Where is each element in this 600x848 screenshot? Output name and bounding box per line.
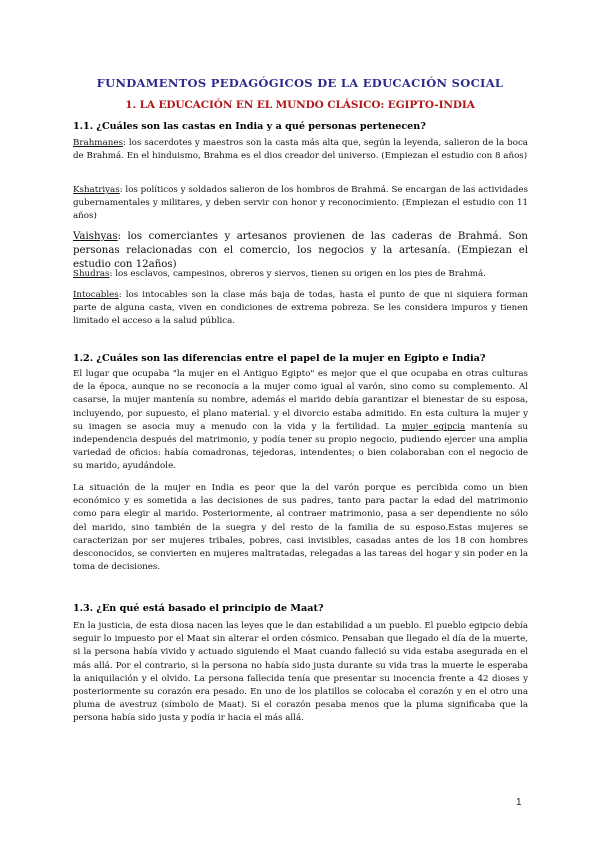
caste-description: : los esclavos, campesinos, obreros y siervos, tienen su origen en los pies de Brahmá. [109,269,486,279]
caste-vaishyas [73,230,528,272]
question-1-2-heading: 1.2. ¿Cuáles son las diferencias entre el papel de la mujer en Egipto e India? [73,353,486,364]
caste-shudras [73,268,528,281]
caste-description: : los políticos y soldados salieron de los hombros de Brahmá. Se encargan de las actividades gubernamentales y militares, y deben servir con honor y reconocimiento. (Empiezan el estudio con 11 años) [73,185,528,222]
question-1-3-heading: 1.3. ¿En qué está basado el principio de Maat? [73,603,324,614]
document-title: FUNDAMENTOS PEDAGÓGICOS DE LA EDUCACIÓN SOCIAL [96,76,504,90]
egypt-women-paragraph [73,368,528,474]
india-women-paragraph: La situación de la mujer en India es peor que la del varón porque es percibida como un bien económico y es sometida a las decisiones de sus padres, tanto para pactar la edad del matrimonio como para elegir al marido. Posteriormente, al contraer matrimonio, pasa a ser dependiente no sólo del marido, sino también de la suegra y del resto de la familia de su esposo.Estas mujeres se caracterizan por ser mujeres tribales, pobres, casi invisibles, casadas antes de los 18 con hombres desconocidos, se convierten en mujeres maltratadas, relegadas a las tareas del hogar y sin poder en la toma de decisiones. [73,483,528,573]
caste-description: : los comerciantes y artesanos provienen de las caderas de Brahmá. Son personas relacionadas con el comercio, los negocios y la artesanía. (Empiezan el estudio con 12años) [73,231,528,270]
caste-kshatriyas [73,184,528,224]
egyptian-woman-term: mujer egipcia [401,421,466,432]
caste-term: Shudras [73,269,110,279]
maat-paragraph: En la justicia, de esta diosa nacen las leyes que le dan estabilidad a un pueblo. El pueblo egipcio debía seguir lo impuesto por el Maat sin alterar el orden cósmico. Pensaban que llegado el día de la muerte, si la persona había vivido y actuado siguiendo el Maat cuando falleció su vida estaba asegurada en el más allá. Por el contrario, si la persona no había sido justa durante su vida tras la muerte le esperaba la aniquilación y el olvido. La persona fallecida tenía que presentar su inocencia frente a 42 dioses y posteriormente su corazón era pesado. En uno de los platillos se colocaba el corazón y en el otro una pluma de avestruz (símbolo de Maat). Si el corazón pesaba menos que la pluma significaba que la persona había sido justa y podía ir hacia el más allá. [73,621,528,724]
caste-term: Intocables [73,290,119,300]
caste-term: Vaishyas [73,231,118,242]
page-number: 1 [516,797,522,808]
paragraph-text: mantenía su independencia después del matrimonio, y podía tener su propio negocio, pudiendo ejercer una amplia variedad de oficios: había comadronas, tejedoras, intendentes; o bien colaboraban con el negocio de su marido, ayudándole. [73,421,528,472]
caste-term: Kshatriyas [73,185,120,195]
caste-brahmanes [73,137,528,163]
caste-description: : los sacerdotes y maestros son la casta más alta que, según la leyenda, salieron de la boca de Brahmá. En el hinduismo, Brahma es el dios creador del universo. (Empiezan el estudio con 8 años) [73,138,528,162]
caste-description: : los intocables son la clase más baja de todas, hasta el punto de que ni siquiera forman parte de alguna casta, viven en condiciones de extrema pobreza. Se les considera impuros y tienen limitado el acceso a la salud pública. [73,290,528,327]
section-title: 1. LA EDUCACIÓN EN EL MUNDO CLÁSICO: EGIPTO-INDIA [125,99,475,111]
question-1-1-heading: 1.1. ¿Cuáles son las castas en India y a qué personas pertenecen? [73,121,426,132]
caste-intocables [73,289,528,329]
paragraph-text: El lugar que ocupaba "la mujer en el Antiguo Egipto" es mejor que el que ocupaba en otras culturas de la época, aunque no se reconocía a la mujer como igual al varón, sino como su complemento. Al casarse, la mujer mantenía su nombre, además el marido debía garantizar el bienestar de su esposa, incluyendo, por supuesto, el plano material. y el divorcio estaba admitido. En esta cultura la mujer y su imagen se asocia muy a menudo con la vida y la fertilidad. La [73,369,528,432]
caste-term: Brahmanes [73,138,123,148]
